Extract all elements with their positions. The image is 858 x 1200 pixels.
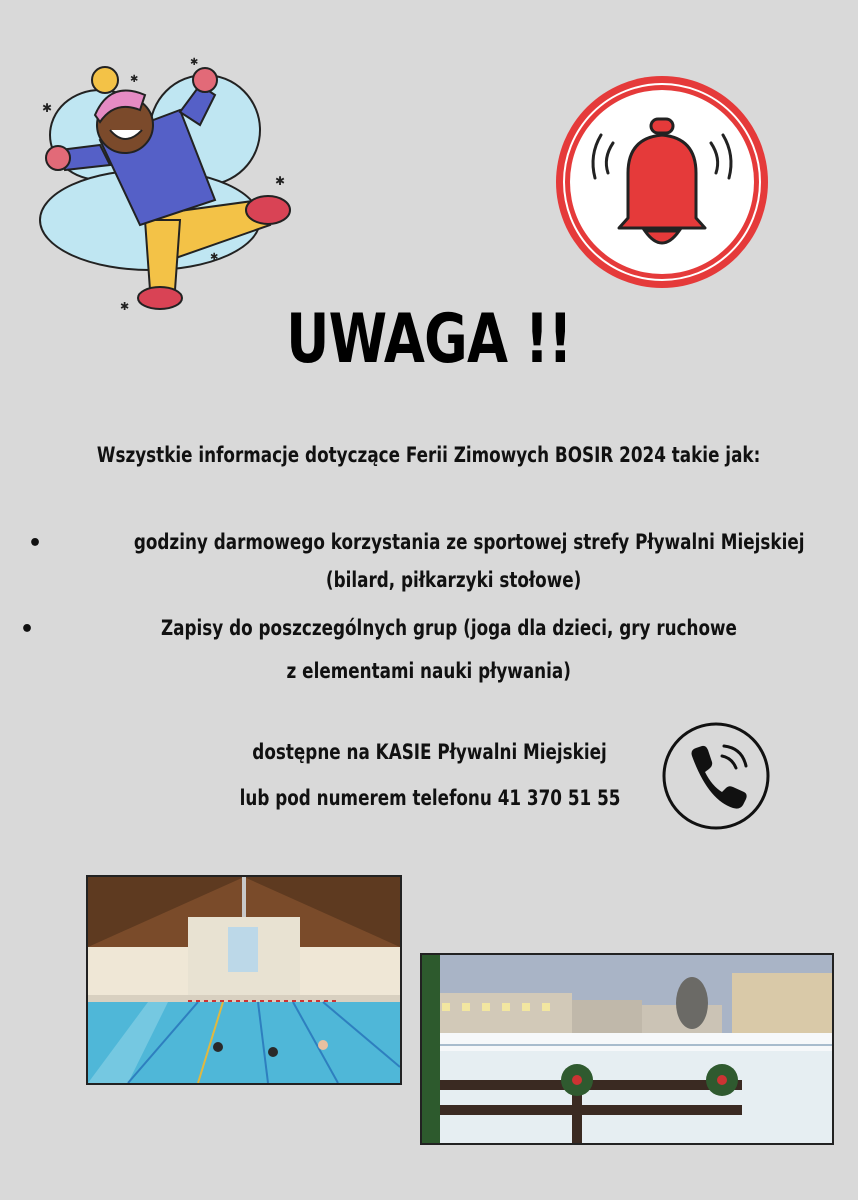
svg-text:✱: ✱ — [130, 74, 139, 85]
ice-rink-photo — [420, 953, 834, 1145]
phone-icon — [660, 720, 772, 832]
indoor-pool-photo — [86, 875, 402, 1085]
page-title: UWAGA !! — [286, 300, 572, 379]
bullet-1-line-2-text: (bilard, piłkarzyki stołowe) — [326, 568, 582, 592]
contact-line-2 — [160, 786, 700, 810]
svg-text:✱: ✱ — [210, 252, 219, 263]
bullet-2-line-2-text: z elementami nauki pływania) — [286, 659, 572, 683]
bullet-marker-1: • — [28, 531, 43, 556]
bullet-1-line-1-text: godziny darmowego korzystania ze sportowej strefy Pływalni Miejskiej — [133, 530, 805, 554]
snow-angel-illustration — [30, 50, 310, 320]
svg-text:✱: ✱ — [120, 300, 130, 313]
svg-text:✱: ✱ — [42, 101, 53, 115]
bullet-1-line-1 — [50, 530, 858, 554]
contact-line-2-text: lub pod numerem telefonu 41 370 51 55 — [239, 786, 621, 810]
svg-text:✱: ✱ — [275, 174, 286, 188]
bullet-marker-2: • — [20, 617, 35, 642]
contact-line-1-text: dostępne na KASIE Pływalni Miejskiej — [252, 740, 608, 764]
contact-line-1 — [160, 740, 700, 764]
bullet-2-line-2 — [0, 659, 858, 683]
intro-text-content: Wszystkie informacje dotyczące Ferii Zimowych BOSIR 2024 takie jak: — [97, 443, 761, 467]
bullet-1-line-2 — [50, 568, 858, 592]
bell-alarm-icon — [553, 73, 771, 291]
intro-text — [0, 443, 858, 467]
bullet-2-line-1 — [40, 616, 858, 640]
svg-text:✱: ✱ — [190, 57, 199, 68]
bullet-2-line-1-text: Zapisy do poszczególnych grup (joga dla dzieci, gry ruchowe — [161, 616, 737, 640]
